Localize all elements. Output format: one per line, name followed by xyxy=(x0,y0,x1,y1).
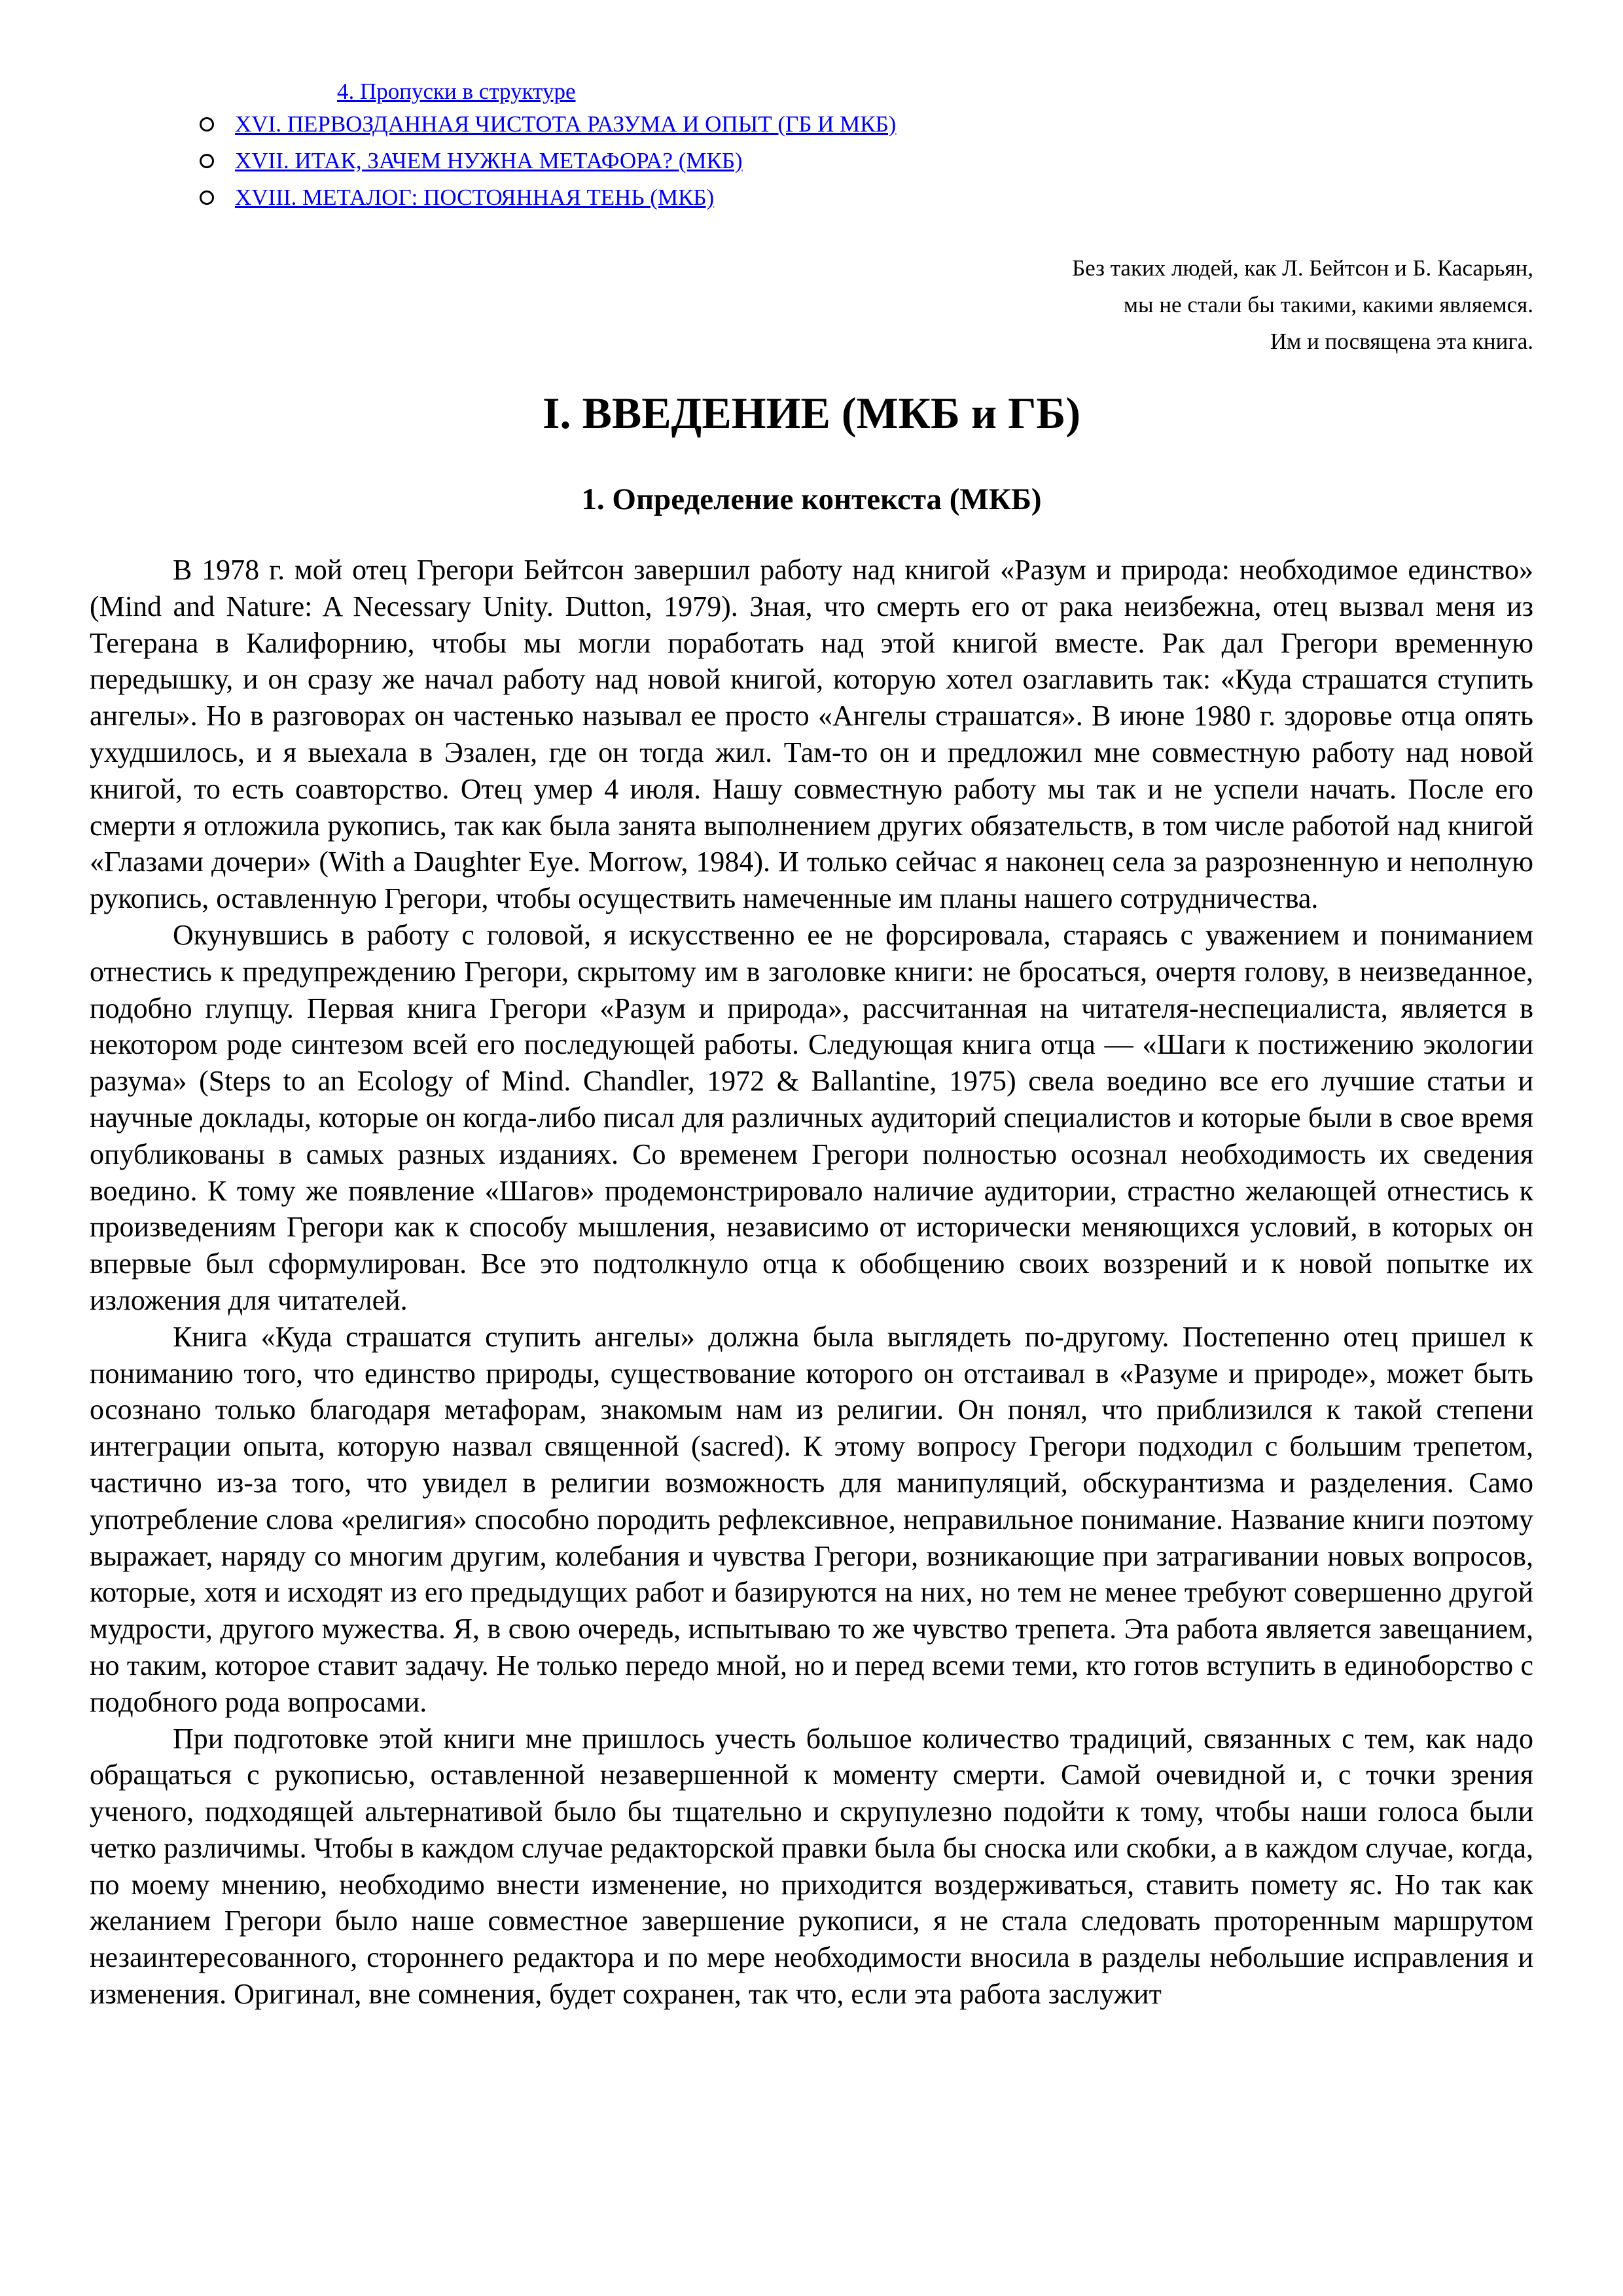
toc-link-xviii[interactable]: XVIII. МЕТАЛОГ: ПОСТОЯННАЯ ТЕНЬ (МКБ) xyxy=(235,185,715,210)
body-paragraph: Окунувшись в работу с головой, я искусственно ее не форсировала, стараясь с уважением и пониманием отнестись к предупреждению Грегори, скрытому им в заголовке книги: не бросаться, очертя голову, в неизведанное, подобно глупцу. Первая книга Грегори «Разум и природа», рассчитанная на читателя-неспециалиста, является в некотором роде синтезом всей его последующей работы. Следующая книга отца — «Шаги к постижению экологии разума» (Steps to an Ecology of Mind. Chandler, 1972 & Ballantine, 1975) свела воедино все его лучшие статьи и научные доклады, которые он когда-либо писал для различных аудиторий специалистов и которые были в свое время опубликованы в самых разных изданиях. Со временем Грегори полностью осознал необходимость их сведения воедино. К тому же появление «Шагов» продемонстрировало наличие аудитории, страстно желающей отнестись к произведениям Грегори как к способу мышления, независимо от исторически меняющихся условий, в которых он впервые был сформулирован. Все это подтолкнуло отца к обобщению своих воззрений и к новой попытке их изложения для читателей. xyxy=(90,918,1533,1316)
toc-item xyxy=(200,179,896,216)
toc-link-xvii[interactable]: XVII. ИТАК, ЗАЧЕМ НУЖНА МЕТАФОРА? (МКБ) xyxy=(235,148,743,173)
circle-bullet-icon xyxy=(200,154,214,168)
toc-item xyxy=(200,143,896,179)
toc-link-xvi[interactable]: XVI. ПЕРВОЗДАННАЯ ЧИСТОТА РАЗУМА И ОПЫТ (ГБ И МКБ) xyxy=(235,111,897,137)
epigraph xyxy=(1072,250,1533,360)
body-text xyxy=(90,552,1533,2013)
section-title: 1. Определение контекста (МКБ) xyxy=(581,482,1042,516)
circle-bullet-icon xyxy=(200,190,214,205)
epigraph-line: Без таких людей, как Л. Бейтсон и Б. Касарьян, xyxy=(1072,255,1533,281)
circle-bullet-icon xyxy=(200,117,214,132)
body-paragraph: При подготовке этой книги мне пришлось учесть большое количество традиций, связанных с тем, как надо обращаться с рукописью, оставленной незавершенной к моменту смерти. Самой очевидной и, с точки зрения ученого, подходящей альтернативой было бы тщательно и скрупулезно подойти к тому, чтобы наши голоса были четко различимы. Чтобы в каждом случае редакторской правки была бы сноска или скобки, а в каждом случае, когда, по моему мнению, необходимо внести изменение, но приходится воздерживаться, ставить помету яс. Но так как желанием Грегори было наше совместное завершение рукописи, я не стала следовать проторенным маршрутом незаинтересованного, стороннего редактора и по мере необходимости вносила в разделы небольшие исправления и изменения. Оригинал, вне сомнения, будет сохранен, так что, если эта работа заслужит xyxy=(90,1722,1533,2011)
toc-list xyxy=(200,106,896,216)
epigraph-line: Им и посвящена эта книга. xyxy=(1270,329,1533,354)
chapter-title: I. ВВЕДЕНИЕ (МКБ и ГБ) xyxy=(543,388,1080,438)
toc-link-gaps-in-structure[interactable]: 4. Пропуски в структуре xyxy=(337,79,576,104)
toc-item xyxy=(200,106,896,143)
epigraph-line: мы не стали бы такими, какими являемся. xyxy=(1123,292,1533,317)
body-paragraph: В 1978 г. мой отец Грегори Бейтсон завершил работу над книгой «Разум и природа: необходимое единство» (Mind and Nature: A Necessary Unity. Dutton, 1979). Зная, что смерть его от рака неизбежна, отец вызвал меня из Тегерана в Калифорнию, чтобы мы могли поработать над этой книгой вместе. Рак дал Грегори временную передышку, и он сразу же начал работу над новой книгой, которую хотел озаглавить так: «Куда страшатся ступить ангелы». Но в разговорах он частенько называл ее просто «Ангелы страшатся». В июне 1980 г. здоровье отца опять ухудшилось, и я выехала в Эзален, где он тогда жил. Там-то он и предложил мне совместную работу над новой книгой, то есть соавторство. Отец умер 4 июля. Нашу совместную работу мы так и не успели начать. После его смерти я отложила рукопись, так как была занята выполнением других обязательств, в том числе работой над книгой «Глазами дочери» (With a Daughter Eye. Morrow, 1984). И только сейчас я наконец села за разрозненную и неполную рукопись, оставленную Грегори, чтобы осуществить намеченные им планы нашего сотрудничества. xyxy=(90,554,1533,915)
body-paragraph: Книга «Куда страшатся ступить ангелы» должна была выглядеть по-другому. Постепенно отец пришел к пониманию того, что единство природы, существование которого он отстаивал в «Разуме и природе», может быть осознано только благодаря метафорам, знакомым нам из религии. Он понял, что приблизился к такой степени интеграции опыта, которую назвал священной (sacred). К этому вопросу Грегори подходил с большим трепетом, частично из-за того, что увидел в религии возможность для манипуляций, обскурантизма и разделения. Само употребление слова «религия» способно породить рефлексивное, неправильное понимание. Название книги поэтому выражает, наряду со многим другим, колебания и чувства Грегори, возникающие при затрагивании новых вопросов, которые, хотя и исходят из его предыдущих работ и базируются на них, но тем не менее требуют совершенно другой мудрости, другого мужества. Я, в свою очередь, испытываю то же чувство трепета. Эта работа является завещанием, но таким, которое ставит задачу. Не только передо мной, но и перед всеми теми, кто готов вступить в единоборство с подобного рода вопросами. xyxy=(90,1320,1533,1718)
